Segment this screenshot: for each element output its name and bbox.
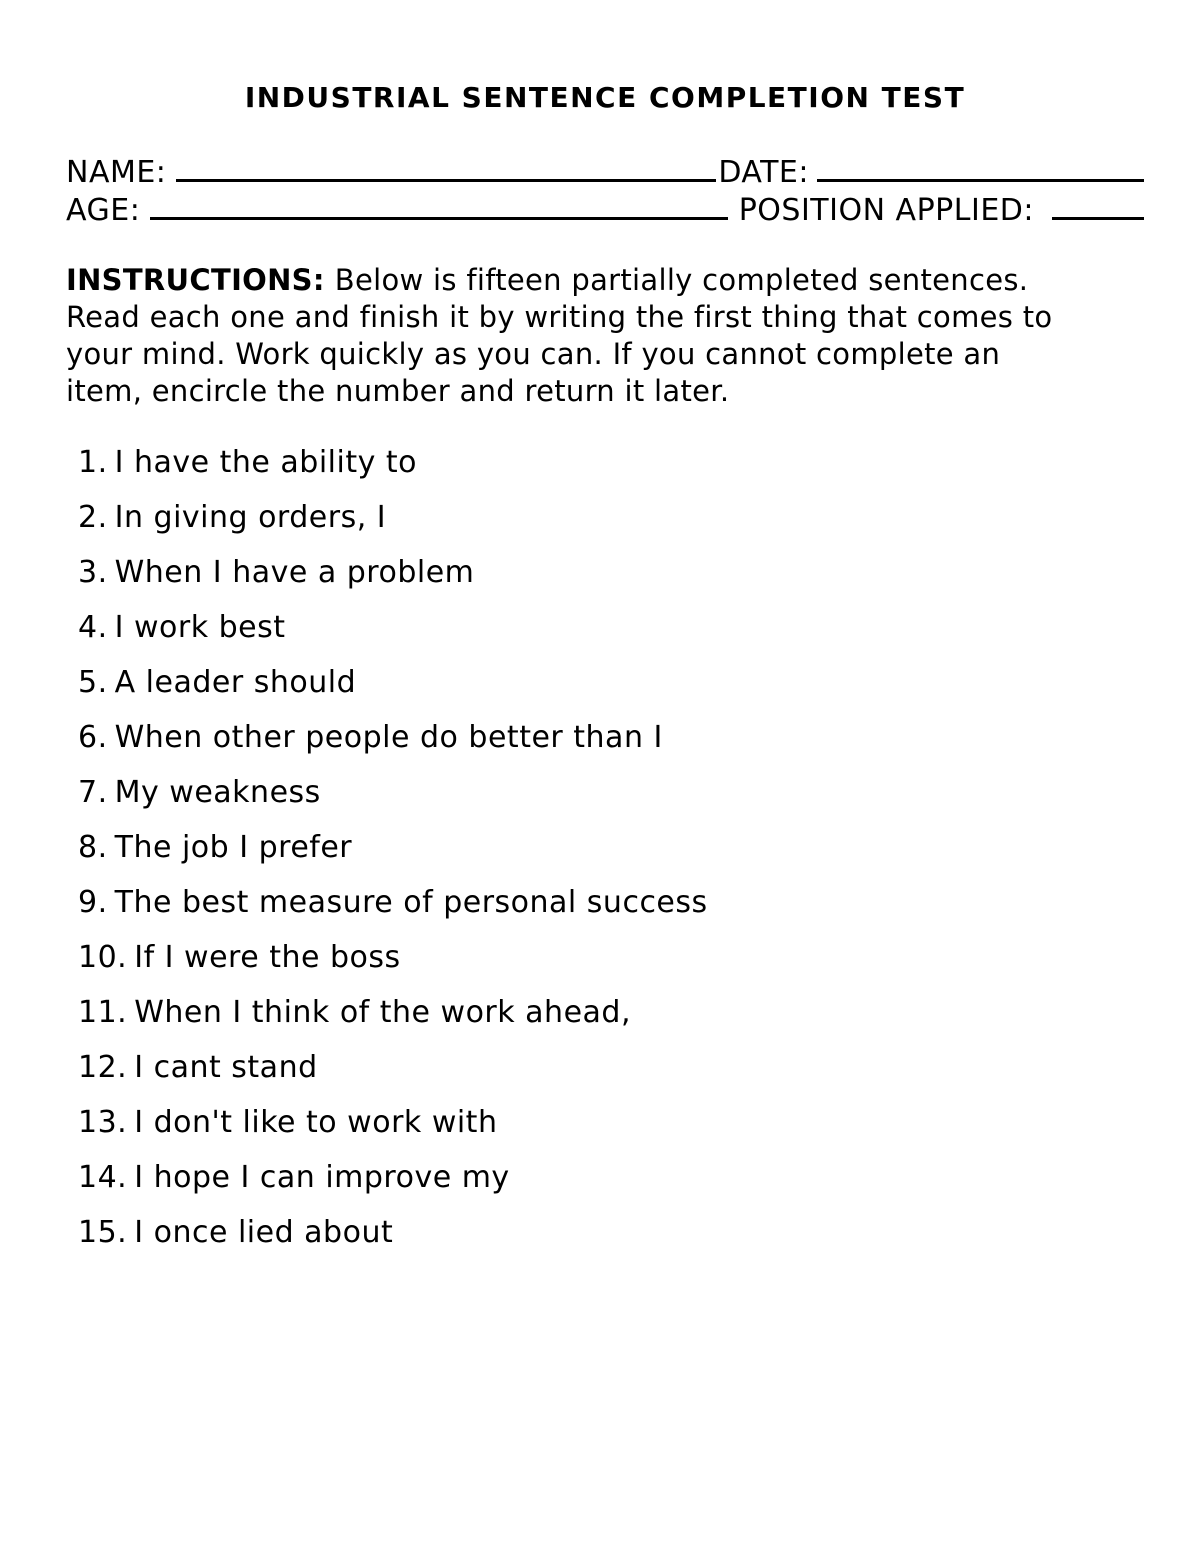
item-text: I have the ability to [114,445,418,480]
list-item [78,721,1144,755]
item-number: 9. [78,885,108,920]
item-number: 4. [78,610,108,645]
item-text: I work best [114,610,286,645]
item-text: If I were the boss [134,940,401,975]
name-date-row [66,154,1144,192]
age-label: AGE: [66,193,141,228]
list-item [78,776,1144,810]
item-text: I once lied about [134,1215,394,1250]
item-number: 10. [78,940,128,975]
item-number: 7. [78,775,108,810]
item-text: A leader should [114,665,357,700]
item-text: I cant stand [134,1050,318,1085]
item-text: I hope I can improve my [134,1160,510,1195]
item-text: In giving orders, I [114,500,387,535]
list-item [78,556,1144,590]
name-blank-line [176,179,716,182]
list-item [78,611,1144,645]
item-text: The job I prefer [114,830,353,865]
instructions-line-3: your mind. Work quickly as you can. If you cannot complete an [66,337,1001,371]
item-text: I don't like to work with [134,1105,498,1140]
list-item [78,831,1144,865]
item-text: When other people do better than I [114,720,663,755]
item-text: When I have a problem [114,555,475,590]
instructions-paragraph [66,262,1144,410]
item-number: 15. [78,1215,128,1250]
date-blank-line [817,179,1144,182]
instructions-line-4: item, encircle the number and return it later. [66,374,730,408]
item-number: 3. [78,555,108,590]
item-number: 14. [78,1160,128,1195]
list-item [78,1106,1144,1140]
list-item [78,886,1144,920]
list-item [78,941,1144,975]
list-item [78,1161,1144,1195]
item-number: 13. [78,1105,128,1140]
list-item [78,501,1144,535]
item-number: 2. [78,500,108,535]
list-item [78,666,1144,700]
list-item [78,1216,1144,1250]
date-label: DATE: [718,155,809,190]
list-item [78,996,1144,1030]
header-form [66,154,1144,230]
instructions-line-2: Read each one and finish it by writing the first thing that comes to [66,300,1053,334]
item-number: 8. [78,830,108,865]
instructions-line-1 [66,262,1144,299]
instructions-line-1-text: Below is fifteen partially completed sentences. [334,263,1029,297]
item-text: When I think of the work ahead, [134,995,631,1030]
name-label: NAME: [66,155,167,190]
list-item [78,446,1144,480]
list-item [78,1051,1144,1085]
item-number: 12. [78,1050,128,1085]
age-blank-line [150,217,727,220]
item-number: 1. [78,445,108,480]
item-text: My weakness [114,775,321,810]
sentence-list [66,446,1144,1250]
age-position-row [66,192,1144,230]
item-text: The best measure of personal success [114,885,708,920]
position-applied-label: POSITION APPLIED: [738,193,1034,228]
item-number: 5. [78,665,108,700]
instructions-label: INSTRUCTIONS: [66,263,325,297]
position-blank-line [1052,217,1144,220]
page-title: INDUSTRIAL SENTENCE COMPLETION TEST [244,81,966,114]
item-number: 11. [78,995,128,1030]
item-number: 6. [78,720,108,755]
